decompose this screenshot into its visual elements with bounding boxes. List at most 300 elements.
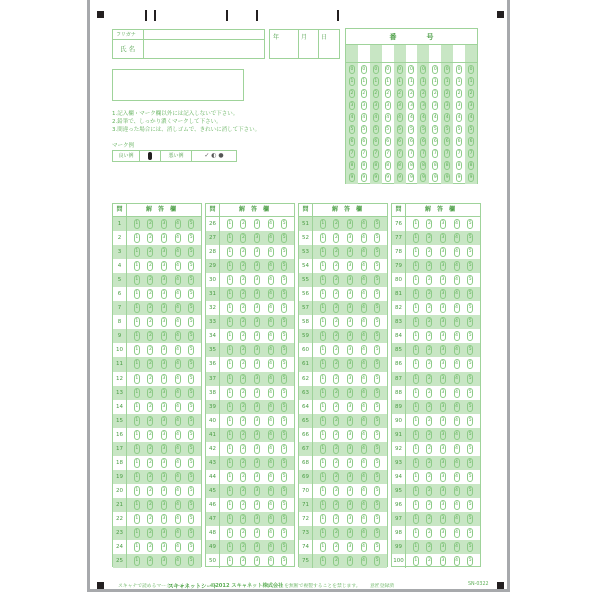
answer-bubble[interactable]: 3 xyxy=(440,416,446,426)
answer-bubble[interactable]: 3 xyxy=(440,486,446,496)
digit-bubble[interactable]: 3 xyxy=(433,102,437,108)
answer-bubble[interactable]: 4 xyxy=(454,458,460,468)
answer-bubble[interactable]: 5 xyxy=(281,528,287,538)
answer-bubble[interactable]: 3 xyxy=(161,500,167,510)
digit-bubble[interactable]: 5 xyxy=(362,127,366,133)
answer-bubble[interactable]: 1 xyxy=(134,500,140,510)
answer-bubble[interactable]: 1 xyxy=(134,331,140,341)
digit-bubble[interactable]: 0 xyxy=(362,66,366,72)
answer-bubble[interactable]: 5 xyxy=(188,247,194,257)
answer-bubble[interactable]: 4 xyxy=(175,247,181,257)
answer-bubble[interactable]: 5 xyxy=(374,542,380,552)
answer-bubble[interactable]: 4 xyxy=(454,486,460,496)
answer-bubble[interactable]: 1 xyxy=(227,444,233,454)
answer-bubble[interactable]: 5 xyxy=(374,514,380,524)
answer-bubble[interactable]: 3 xyxy=(347,416,353,426)
answer-bubble[interactable]: 1 xyxy=(227,219,233,229)
answer-bubble[interactable]: 3 xyxy=(347,345,353,355)
answer-bubble[interactable]: 4 xyxy=(268,289,274,299)
answer-bubble[interactable]: 1 xyxy=(134,275,140,285)
digit-bubble[interactable]: 8 xyxy=(374,163,378,169)
answer-bubble[interactable]: 5 xyxy=(467,303,473,313)
answer-bubble[interactable]: 3 xyxy=(161,472,167,482)
digit-bubble[interactable]: 5 xyxy=(398,127,402,133)
answer-bubble[interactable]: 4 xyxy=(268,331,274,341)
answer-bubble[interactable]: 2 xyxy=(240,444,246,454)
answer-bubble[interactable]: 3 xyxy=(440,500,446,510)
digit-bubble[interactable]: 4 xyxy=(469,114,473,120)
answer-bubble[interactable]: 5 xyxy=(281,444,287,454)
answer-bubble[interactable]: 3 xyxy=(161,303,167,313)
answer-bubble[interactable]: 1 xyxy=(320,486,326,496)
digit-bubble[interactable]: 7 xyxy=(386,151,390,157)
answer-bubble[interactable]: 2 xyxy=(147,514,153,524)
digit-bubble[interactable]: 9 xyxy=(398,175,402,181)
digit-bubble[interactable]: 8 xyxy=(398,163,402,169)
answer-bubble[interactable]: 1 xyxy=(413,247,419,257)
answer-bubble[interactable]: 5 xyxy=(374,247,380,257)
answer-bubble[interactable]: 5 xyxy=(281,430,287,440)
answer-bubble[interactable]: 1 xyxy=(134,247,140,257)
digit-bubble[interactable]: 6 xyxy=(445,139,449,145)
answer-bubble[interactable]: 4 xyxy=(268,514,274,524)
answer-bubble[interactable]: 5 xyxy=(281,402,287,412)
digit-bubble[interactable]: 8 xyxy=(433,163,437,169)
answer-bubble[interactable]: 3 xyxy=(161,416,167,426)
answer-bubble[interactable]: 5 xyxy=(188,486,194,496)
answer-bubble[interactable]: 3 xyxy=(254,331,260,341)
digit-bubble[interactable]: 4 xyxy=(350,114,354,120)
digit-bubble[interactable]: 2 xyxy=(457,90,461,96)
answer-bubble[interactable]: 4 xyxy=(268,388,274,398)
digit-bubble[interactable]: 1 xyxy=(398,78,402,84)
answer-bubble[interactable]: 3 xyxy=(254,500,260,510)
digit-bubble[interactable]: 9 xyxy=(362,175,366,181)
answer-bubble[interactable]: 2 xyxy=(240,275,246,285)
number-write-cell[interactable] xyxy=(429,45,441,63)
answer-bubble[interactable]: 2 xyxy=(147,317,153,327)
digit-bubble[interactable]: 0 xyxy=(398,66,402,72)
answer-bubble[interactable]: 1 xyxy=(320,430,326,440)
answer-bubble[interactable]: 2 xyxy=(240,247,246,257)
answer-bubble[interactable]: 1 xyxy=(134,219,140,229)
answer-bubble[interactable]: 5 xyxy=(467,500,473,510)
digit-bubble[interactable]: 1 xyxy=(410,78,413,84)
answer-bubble[interactable]: 4 xyxy=(454,430,460,440)
answer-bubble[interactable]: 1 xyxy=(413,289,419,299)
digit-bubble[interactable]: 5 xyxy=(457,127,461,133)
answer-bubble[interactable]: 1 xyxy=(320,247,326,257)
answer-bubble[interactable]: 2 xyxy=(426,345,432,355)
answer-bubble[interactable]: 2 xyxy=(147,542,153,552)
digit-bubble[interactable]: 2 xyxy=(386,90,390,96)
answer-bubble[interactable]: 2 xyxy=(147,345,153,355)
answer-bubble[interactable]: 4 xyxy=(361,359,367,369)
answer-bubble[interactable]: 5 xyxy=(188,514,194,524)
answer-bubble[interactable]: 2 xyxy=(147,261,153,271)
answer-bubble[interactable]: 3 xyxy=(347,528,353,538)
answer-bubble[interactable]: 3 xyxy=(254,261,260,271)
answer-bubble[interactable]: 2 xyxy=(426,528,432,538)
digit-bubble[interactable]: 2 xyxy=(398,90,402,96)
answer-bubble[interactable]: 4 xyxy=(361,486,367,496)
answer-bubble[interactable]: 3 xyxy=(161,261,167,271)
answer-bubble[interactable]: 3 xyxy=(347,402,353,412)
answer-bubble[interactable]: 5 xyxy=(188,219,194,229)
answer-bubble[interactable]: 3 xyxy=(161,528,167,538)
digit-bubble[interactable]: 4 xyxy=(410,114,413,120)
answer-bubble[interactable]: 2 xyxy=(147,275,153,285)
answer-bubble[interactable]: 5 xyxy=(467,528,473,538)
answer-bubble[interactable]: 4 xyxy=(454,388,460,398)
answer-bubble[interactable]: 3 xyxy=(254,458,260,468)
answer-bubble[interactable]: 3 xyxy=(440,275,446,285)
answer-bubble[interactable]: 5 xyxy=(467,514,473,524)
answer-bubble[interactable]: 3 xyxy=(254,219,260,229)
answer-bubble[interactable]: 5 xyxy=(374,416,380,426)
answer-bubble[interactable]: 4 xyxy=(268,317,274,327)
answer-bubble[interactable]: 2 xyxy=(240,359,246,369)
answer-bubble[interactable]: 5 xyxy=(281,219,287,229)
answer-bubble[interactable]: 5 xyxy=(281,458,287,468)
digit-bubble[interactable]: 0 xyxy=(457,66,461,72)
answer-bubble[interactable]: 5 xyxy=(374,444,380,454)
answer-bubble[interactable]: 4 xyxy=(175,359,181,369)
answer-bubble[interactable]: 3 xyxy=(440,388,446,398)
answer-bubble[interactable]: 2 xyxy=(333,233,339,243)
answer-bubble[interactable]: 4 xyxy=(454,514,460,524)
digit-bubble[interactable]: 3 xyxy=(445,102,449,108)
answer-bubble[interactable]: 1 xyxy=(413,345,419,355)
digit-bubble[interactable]: 8 xyxy=(362,163,366,169)
answer-bubble[interactable]: 3 xyxy=(347,444,353,454)
digit-bubble[interactable]: 3 xyxy=(386,102,390,108)
answer-bubble[interactable]: 3 xyxy=(161,542,167,552)
answer-bubble[interactable]: 5 xyxy=(188,388,194,398)
answer-bubble[interactable]: 5 xyxy=(188,458,194,468)
answer-bubble[interactable]: 1 xyxy=(227,430,233,440)
answer-bubble[interactable]: 4 xyxy=(454,374,460,384)
answer-bubble[interactable]: 3 xyxy=(347,556,353,566)
answer-bubble[interactable]: 5 xyxy=(281,542,287,552)
answer-bubble[interactable]: 5 xyxy=(188,345,194,355)
answer-bubble[interactable]: 5 xyxy=(281,317,287,327)
answer-bubble[interactable]: 4 xyxy=(361,388,367,398)
answer-bubble[interactable]: 1 xyxy=(134,388,140,398)
answer-bubble[interactable]: 2 xyxy=(426,486,432,496)
answer-bubble[interactable]: 3 xyxy=(254,514,260,524)
answer-bubble[interactable]: 2 xyxy=(240,219,246,229)
answer-bubble[interactable]: 5 xyxy=(467,486,473,496)
furigana-field[interactable] xyxy=(145,30,263,38)
answer-bubble[interactable]: 5 xyxy=(188,359,194,369)
digit-bubble[interactable]: 9 xyxy=(433,175,437,181)
answer-bubble[interactable]: 3 xyxy=(440,261,446,271)
answer-bubble[interactable]: 4 xyxy=(175,388,181,398)
answer-bubble[interactable]: 3 xyxy=(347,374,353,384)
answer-bubble[interactable]: 5 xyxy=(467,416,473,426)
answer-bubble[interactable]: 3 xyxy=(161,233,167,243)
number-write-cell[interactable] xyxy=(370,45,382,63)
answer-bubble[interactable]: 2 xyxy=(333,388,339,398)
answer-bubble[interactable]: 3 xyxy=(440,303,446,313)
answer-bubble[interactable]: 4 xyxy=(361,219,367,229)
answer-bubble[interactable]: 3 xyxy=(440,514,446,524)
answer-bubble[interactable]: 5 xyxy=(188,430,194,440)
digit-bubble[interactable]: 4 xyxy=(433,114,437,120)
answer-bubble[interactable]: 1 xyxy=(134,317,140,327)
answer-bubble[interactable]: 5 xyxy=(467,458,473,468)
answer-bubble[interactable]: 1 xyxy=(413,359,419,369)
answer-bubble[interactable]: 2 xyxy=(147,556,153,566)
answer-bubble[interactable]: 5 xyxy=(281,247,287,257)
answer-bubble[interactable]: 1 xyxy=(413,261,419,271)
answer-bubble[interactable]: 1 xyxy=(320,472,326,482)
answer-bubble[interactable]: 5 xyxy=(188,303,194,313)
digit-bubble[interactable]: 9 xyxy=(386,175,390,181)
answer-bubble[interactable]: 3 xyxy=(161,486,167,496)
digit-bubble[interactable]: 3 xyxy=(374,102,378,108)
answer-bubble[interactable]: 3 xyxy=(347,486,353,496)
digit-bubble[interactable]: 8 xyxy=(421,163,425,169)
digit-bubble[interactable]: 2 xyxy=(469,90,473,96)
answer-bubble[interactable]: 3 xyxy=(254,444,260,454)
answer-bubble[interactable]: 4 xyxy=(454,542,460,552)
answer-bubble[interactable]: 4 xyxy=(361,317,367,327)
answer-bubble[interactable]: 1 xyxy=(413,542,419,552)
answer-bubble[interactable]: 2 xyxy=(426,289,432,299)
answer-bubble[interactable]: 2 xyxy=(147,303,153,313)
answer-bubble[interactable]: 2 xyxy=(333,430,339,440)
answer-bubble[interactable]: 4 xyxy=(268,486,274,496)
answer-bubble[interactable]: 5 xyxy=(281,331,287,341)
answer-bubble[interactable]: 1 xyxy=(413,303,419,313)
answer-bubble[interactable]: 4 xyxy=(268,219,274,229)
digit-bubble[interactable]: 1 xyxy=(469,78,473,84)
answer-bubble[interactable]: 3 xyxy=(440,556,446,566)
digit-bubble[interactable]: 4 xyxy=(398,114,402,120)
digit-bubble[interactable]: 1 xyxy=(350,78,354,84)
digit-bubble[interactable]: 6 xyxy=(398,139,402,145)
answer-bubble[interactable]: 4 xyxy=(268,374,274,384)
answer-bubble[interactable]: 3 xyxy=(347,289,353,299)
answer-bubble[interactable]: 5 xyxy=(374,528,380,538)
answer-bubble[interactable]: 2 xyxy=(240,261,246,271)
digit-bubble[interactable]: 1 xyxy=(421,78,425,84)
answer-bubble[interactable]: 4 xyxy=(175,374,181,384)
digit-bubble[interactable]: 4 xyxy=(457,114,461,120)
digit-bubble[interactable]: 7 xyxy=(410,151,413,157)
answer-bubble[interactable]: 1 xyxy=(134,444,140,454)
digit-bubble[interactable]: 6 xyxy=(374,139,378,145)
answer-bubble[interactable]: 1 xyxy=(227,528,233,538)
answer-bubble[interactable]: 1 xyxy=(227,542,233,552)
digit-bubble[interactable]: 4 xyxy=(374,114,378,120)
answer-bubble[interactable]: 4 xyxy=(175,430,181,440)
answer-bubble[interactable]: 1 xyxy=(134,472,140,482)
digit-bubble[interactable]: 8 xyxy=(469,163,473,169)
answer-bubble[interactable]: 3 xyxy=(161,402,167,412)
answer-bubble[interactable]: 4 xyxy=(361,556,367,566)
digit-bubble[interactable]: 6 xyxy=(469,139,473,145)
answer-bubble[interactable]: 3 xyxy=(347,514,353,524)
answer-bubble[interactable]: 5 xyxy=(467,261,473,271)
answer-bubble[interactable]: 3 xyxy=(161,556,167,566)
answer-bubble[interactable]: 2 xyxy=(147,472,153,482)
digit-bubble[interactable]: 6 xyxy=(433,139,437,145)
digit-bubble[interactable]: 1 xyxy=(374,78,378,84)
answer-bubble[interactable]: 4 xyxy=(454,303,460,313)
answer-bubble[interactable]: 2 xyxy=(333,374,339,384)
answer-bubble[interactable]: 5 xyxy=(188,261,194,271)
answer-bubble[interactable]: 4 xyxy=(175,556,181,566)
answer-bubble[interactable]: 3 xyxy=(347,458,353,468)
answer-bubble[interactable]: 2 xyxy=(426,556,432,566)
answer-bubble[interactable]: 5 xyxy=(281,359,287,369)
answer-bubble[interactable]: 1 xyxy=(413,486,419,496)
answer-bubble[interactable]: 4 xyxy=(361,444,367,454)
answer-bubble[interactable]: 1 xyxy=(320,556,326,566)
answer-bubble[interactable]: 1 xyxy=(227,458,233,468)
answer-bubble[interactable]: 4 xyxy=(361,458,367,468)
answer-bubble[interactable]: 2 xyxy=(240,289,246,299)
number-write-cell[interactable] xyxy=(406,45,418,63)
digit-bubble[interactable]: 3 xyxy=(457,102,461,108)
answer-bubble[interactable]: 5 xyxy=(188,317,194,327)
answer-bubble[interactable]: 3 xyxy=(440,444,446,454)
answer-bubble[interactable]: 3 xyxy=(254,317,260,327)
answer-bubble[interactable]: 4 xyxy=(454,219,460,229)
answer-bubble[interactable]: 4 xyxy=(175,289,181,299)
answer-bubble[interactable]: 3 xyxy=(254,388,260,398)
answer-bubble[interactable]: 4 xyxy=(454,289,460,299)
digit-bubble[interactable]: 2 xyxy=(362,90,366,96)
answer-bubble[interactable]: 3 xyxy=(254,359,260,369)
answer-bubble[interactable]: 5 xyxy=(467,289,473,299)
answer-bubble[interactable]: 1 xyxy=(227,416,233,426)
digit-bubble[interactable]: 9 xyxy=(350,175,354,181)
answer-bubble[interactable]: 2 xyxy=(426,233,432,243)
digit-bubble[interactable]: 5 xyxy=(445,127,449,133)
answer-bubble[interactable]: 1 xyxy=(320,374,326,384)
digit-bubble[interactable]: 7 xyxy=(350,151,354,157)
answer-bubble[interactable]: 4 xyxy=(454,556,460,566)
answer-bubble[interactable]: 5 xyxy=(188,275,194,285)
answer-bubble[interactable]: 5 xyxy=(467,247,473,257)
answer-bubble[interactable]: 4 xyxy=(454,275,460,285)
answer-bubble[interactable]: 5 xyxy=(281,261,287,271)
answer-bubble[interactable]: 4 xyxy=(361,261,367,271)
answer-bubble[interactable]: 3 xyxy=(161,289,167,299)
digit-bubble[interactable]: 0 xyxy=(469,66,473,72)
answer-bubble[interactable]: 5 xyxy=(374,472,380,482)
answer-bubble[interactable]: 5 xyxy=(281,303,287,313)
answer-bubble[interactable]: 3 xyxy=(161,458,167,468)
answer-bubble[interactable]: 4 xyxy=(268,416,274,426)
answer-bubble[interactable]: 3 xyxy=(254,402,260,412)
answer-bubble[interactable]: 1 xyxy=(413,374,419,384)
answer-bubble[interactable]: 5 xyxy=(467,233,473,243)
answer-bubble[interactable]: 2 xyxy=(426,275,432,285)
digit-bubble[interactable]: 6 xyxy=(386,139,390,145)
answer-bubble[interactable]: 5 xyxy=(467,542,473,552)
answer-bubble[interactable]: 1 xyxy=(320,233,326,243)
answer-bubble[interactable]: 5 xyxy=(188,542,194,552)
answer-bubble[interactable]: 2 xyxy=(426,247,432,257)
answer-bubble[interactable]: 4 xyxy=(175,402,181,412)
answer-bubble[interactable]: 4 xyxy=(268,359,274,369)
answer-bubble[interactable]: 4 xyxy=(175,416,181,426)
answer-bubble[interactable]: 1 xyxy=(320,359,326,369)
answer-bubble[interactable]: 2 xyxy=(147,528,153,538)
answer-bubble[interactable]: 4 xyxy=(361,233,367,243)
answer-bubble[interactable]: 5 xyxy=(374,219,380,229)
answer-bubble[interactable]: 3 xyxy=(347,472,353,482)
answer-bubble[interactable]: 4 xyxy=(268,261,274,271)
answer-bubble[interactable]: 1 xyxy=(227,261,233,271)
answer-bubble[interactable]: 2 xyxy=(426,331,432,341)
answer-bubble[interactable]: 2 xyxy=(426,374,432,384)
answer-bubble[interactable]: 2 xyxy=(426,458,432,468)
answer-bubble[interactable]: 4 xyxy=(268,444,274,454)
answer-bubble[interactable]: 5 xyxy=(374,374,380,384)
answer-bubble[interactable]: 3 xyxy=(161,374,167,384)
answer-bubble[interactable]: 1 xyxy=(227,303,233,313)
answer-bubble[interactable]: 1 xyxy=(134,514,140,524)
answer-bubble[interactable]: 2 xyxy=(426,444,432,454)
comment-box[interactable] xyxy=(112,69,244,101)
answer-bubble[interactable]: 1 xyxy=(320,289,326,299)
answer-bubble[interactable]: 1 xyxy=(227,275,233,285)
answer-bubble[interactable]: 4 xyxy=(175,275,181,285)
answer-bubble[interactable]: 1 xyxy=(134,430,140,440)
answer-bubble[interactable]: 1 xyxy=(320,402,326,412)
digit-bubble[interactable]: 5 xyxy=(374,127,378,133)
answer-bubble[interactable]: 4 xyxy=(454,345,460,355)
answer-bubble[interactable]: 5 xyxy=(281,416,287,426)
answer-bubble[interactable]: 2 xyxy=(426,303,432,313)
answer-bubble[interactable]: 2 xyxy=(426,359,432,369)
digit-bubble[interactable]: 8 xyxy=(350,163,354,169)
answer-bubble[interactable]: 5 xyxy=(374,331,380,341)
digit-bubble[interactable]: 1 xyxy=(457,78,461,84)
digit-bubble[interactable]: 3 xyxy=(362,102,366,108)
answer-bubble[interactable]: 5 xyxy=(374,500,380,510)
answer-bubble[interactable]: 2 xyxy=(426,317,432,327)
answer-bubble[interactable]: 4 xyxy=(268,472,274,482)
answer-bubble[interactable]: 3 xyxy=(347,317,353,327)
answer-bubble[interactable]: 5 xyxy=(188,374,194,384)
answer-bubble[interactable]: 3 xyxy=(161,430,167,440)
answer-bubble[interactable]: 1 xyxy=(413,472,419,482)
answer-bubble[interactable]: 3 xyxy=(440,528,446,538)
answer-bubble[interactable]: 5 xyxy=(374,261,380,271)
answer-bubble[interactable]: 4 xyxy=(268,303,274,313)
answer-bubble[interactable]: 3 xyxy=(440,374,446,384)
answer-bubble[interactable]: 2 xyxy=(147,416,153,426)
digit-bubble[interactable]: 4 xyxy=(386,114,390,120)
answer-bubble[interactable]: 2 xyxy=(426,388,432,398)
answer-bubble[interactable]: 4 xyxy=(361,416,367,426)
answer-bubble[interactable]: 4 xyxy=(454,472,460,482)
answer-bubble[interactable]: 4 xyxy=(175,331,181,341)
answer-bubble[interactable]: 5 xyxy=(188,444,194,454)
digit-bubble[interactable]: 4 xyxy=(445,114,449,120)
answer-bubble[interactable]: 3 xyxy=(440,359,446,369)
digit-bubble[interactable]: 5 xyxy=(410,127,413,133)
answer-bubble[interactable]: 2 xyxy=(333,289,339,299)
answer-bubble[interactable]: 4 xyxy=(175,219,181,229)
